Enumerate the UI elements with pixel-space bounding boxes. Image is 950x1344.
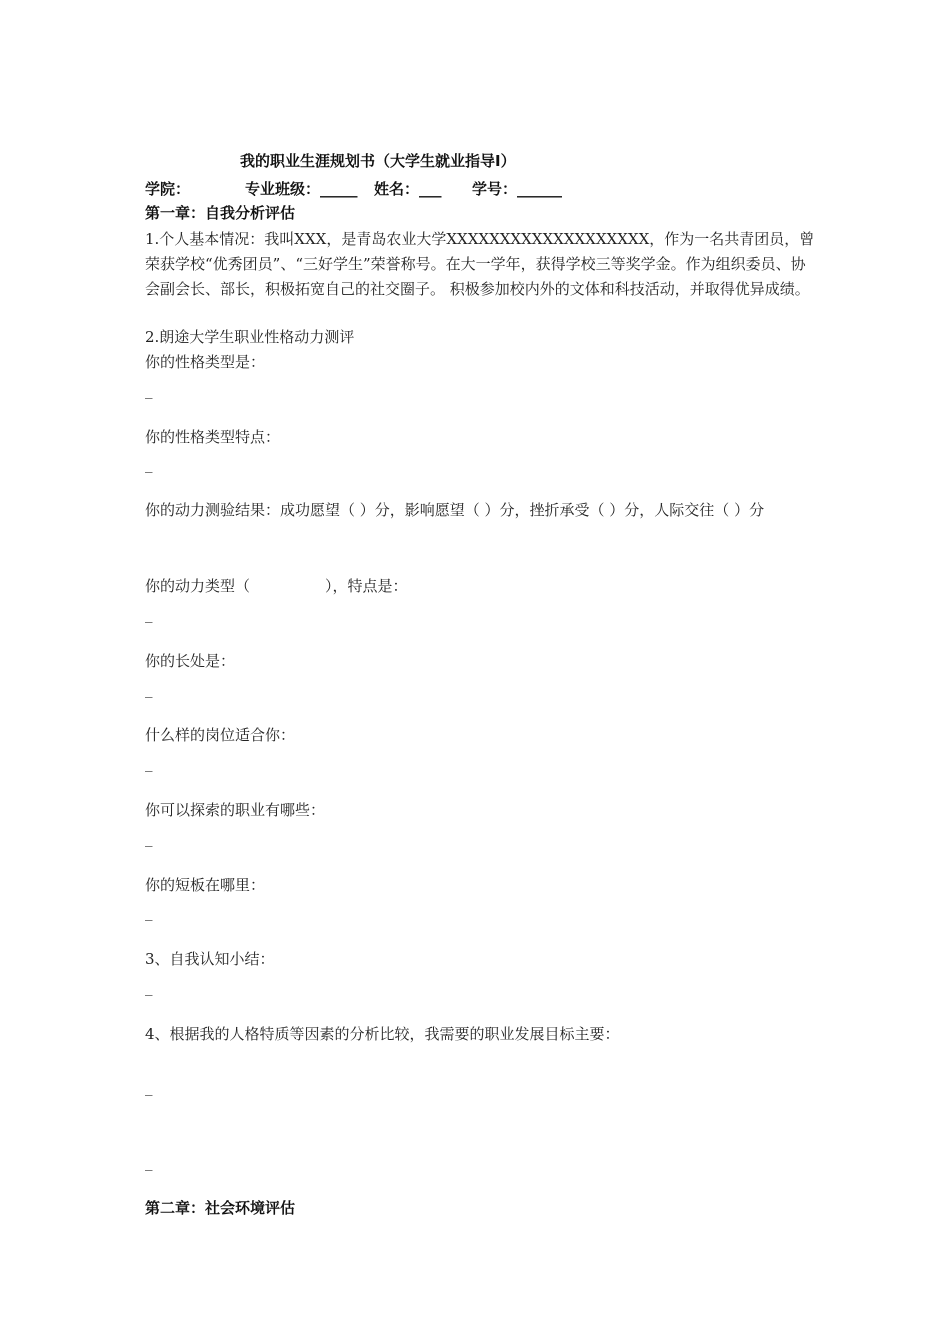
item3-heading: 3、自我认知小结：	[145, 950, 275, 968]
question-dynamic-result: 你的动力测验结果：成功愿望（ ）分，影响愿望（ ）分，挫折承受（ ）分，人际交往（ ）分	[145, 501, 765, 519]
item4-heading: 4、根据我的人格特质等因素的分析比较，我需要的职业发展目标主要：	[145, 1025, 620, 1043]
document-title: 我的职业生涯规划书（大学生就业指导Ⅰ）	[240, 152, 516, 170]
answer-blank: _	[145, 455, 153, 473]
name-label: 姓名：___	[374, 180, 442, 198]
question-strengths: 你的长处是：	[145, 652, 236, 670]
basic-info-paragraph: 1.个人基本情况：我叫XXX，是青岛农业大学XXXXXXXXXXXXXXXXXXX，作为一名共青团员，曾荣获学校“优秀团员”、“三好学生”荣誉称号。在大一学年，获得学校三等奖学金。作为组织委员、协会副会长、部长，积极拓宽自己的社交圈子。 积极参加校内外的文体和科技活动，并取得优异成绩。	[145, 230, 815, 298]
item2-heading: 2.朗途大学生职业性格动力测评	[145, 328, 355, 346]
answer-blank: _	[145, 1153, 153, 1171]
question-personality-type: 你的性格类型是：	[145, 353, 266, 371]
question-suitable-jobs: 什么样的岗位适合你：	[145, 726, 296, 744]
answer-blank: _	[145, 903, 153, 921]
question-weakness: 你的短板在哪里：	[145, 876, 266, 894]
question-dynamic-type: 你的动力类型（ ），特点是：	[145, 577, 408, 595]
college-label: 学院：	[145, 180, 191, 198]
answer-blank: _	[145, 978, 153, 996]
answer-blank: _	[145, 1078, 153, 1096]
answer-blank: _	[145, 680, 153, 698]
chapter2-title: 第二章：社会环境评估	[145, 1199, 296, 1217]
answer-blank: _	[145, 381, 153, 399]
answer-blank: _	[145, 605, 153, 623]
class-label: 专业班级：_____	[245, 180, 358, 198]
answer-blank: _	[145, 829, 153, 847]
student-id-label: 学号：______	[472, 180, 563, 198]
question-careers: 你可以探索的职业有哪些：	[145, 801, 326, 819]
question-type-features: 你的性格类型特点：	[145, 428, 281, 446]
answer-blank: _	[145, 754, 153, 772]
chapter1-title: 第一章：自我分析评估	[145, 204, 296, 222]
